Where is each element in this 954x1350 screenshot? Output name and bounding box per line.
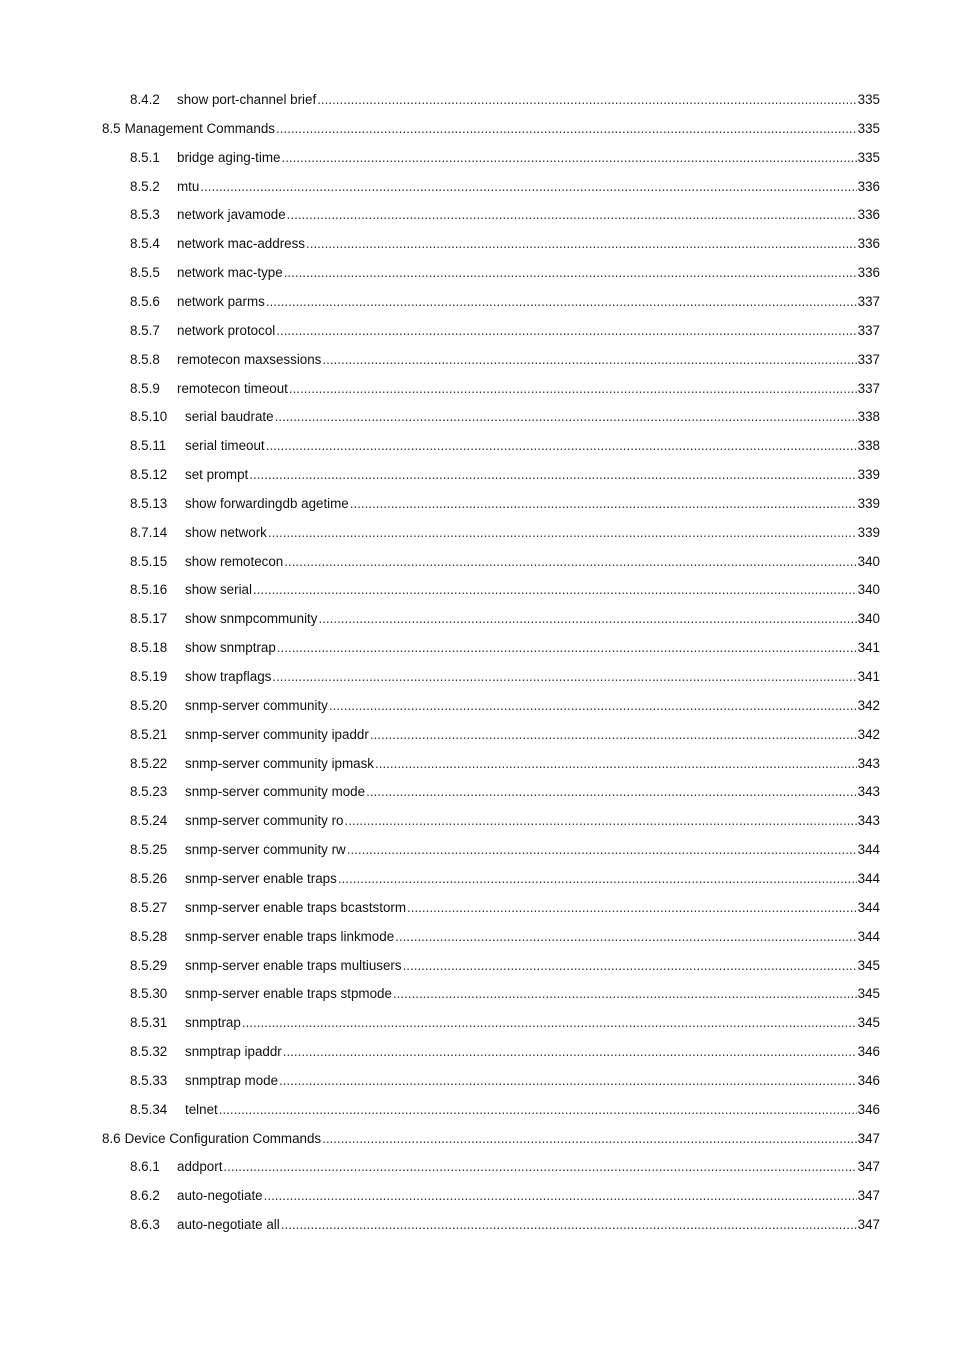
toc-dot-leader (272, 667, 856, 687)
toc-entry[interactable] (0, 898, 954, 918)
toc-entry-title: Management Commands (124, 120, 275, 136)
toc-entry-page-number: 346 (857, 1072, 880, 1088)
toc-dot-leader (322, 350, 856, 370)
toc-entry[interactable] (0, 869, 954, 889)
toc-entry-line (130, 494, 880, 514)
toc-entry-title: snmp-server community ipmask (185, 755, 374, 771)
toc-entry[interactable] (0, 90, 954, 110)
toc-entry[interactable] (0, 177, 954, 197)
toc-dot-leader (223, 1157, 856, 1177)
toc-dot-leader (284, 552, 856, 572)
toc-entry[interactable] (0, 148, 954, 168)
toc-dot-leader (345, 811, 857, 831)
toc-entry-title: snmp-server enable traps (185, 870, 337, 886)
toc-entry-number: 8.5.32 (130, 1044, 168, 1060)
toc-entry-page-number: 340 (857, 582, 880, 598)
toc-entry-number: 8.5.30 (130, 986, 168, 1002)
toc-entry-page-number: 339 (857, 467, 880, 483)
toc-entry[interactable] (0, 552, 954, 572)
toc-entry-line (130, 407, 880, 427)
toc-entry-line (130, 984, 880, 1004)
toc-entry-page-number: 343 (857, 755, 880, 771)
toc-dot-leader (318, 609, 856, 629)
toc-entry-title: snmp-server community rw (185, 842, 346, 858)
toc-entry-number: 8.6.3 (130, 1217, 160, 1233)
toc-entry-page-number: 337 (857, 351, 880, 367)
toc-dot-leader (329, 696, 857, 716)
toc-entry-line (130, 465, 880, 485)
toc-entry[interactable] (0, 321, 954, 341)
toc-entry-number: 8.5.11 (130, 438, 167, 454)
toc-entry-title: serial baudrate (185, 409, 274, 425)
toc-entry[interactable] (0, 580, 954, 600)
toc-entry-page-number: 345 (857, 957, 880, 973)
toc-entry-title: auto-negotiate all (177, 1217, 280, 1233)
toc-entry-page-number: 341 (857, 640, 880, 656)
toc-entry[interactable] (0, 984, 954, 1004)
toc-entry-number: 8.5.21 (130, 726, 168, 742)
toc-entry-title: snmptrap mode (185, 1072, 279, 1088)
toc-entry-line (130, 1013, 880, 1033)
toc-entry-page-number: 344 (857, 842, 880, 858)
toc-entry[interactable] (0, 811, 954, 831)
toc-entry-page-number: 336 (857, 207, 880, 223)
toc-entry[interactable] (0, 725, 954, 745)
toc-entry-number: 8.7.14 (130, 524, 168, 540)
toc-dot-leader (242, 1013, 857, 1033)
toc-dot-leader (275, 407, 857, 427)
toc-entry[interactable] (0, 782, 954, 802)
toc-entry[interactable] (0, 263, 954, 283)
toc-entry-line (130, 580, 880, 600)
toc-entry[interactable] (0, 609, 954, 629)
toc-entry[interactable] (0, 1129, 954, 1149)
toc-entry-page-number: 345 (857, 1015, 880, 1031)
toc-entry-line (102, 119, 880, 139)
toc-entry[interactable] (0, 465, 954, 485)
toc-entry-number: 8.5.10 (130, 409, 168, 425)
toc-entry-number: 8.5.29 (130, 957, 168, 973)
toc-entry-number: 8.5.1 (130, 149, 160, 165)
toc-entry[interactable] (0, 927, 954, 947)
toc-dot-leader (317, 90, 856, 110)
toc-entry[interactable] (0, 1215, 954, 1235)
toc-entry-page-number: 347 (857, 1130, 880, 1146)
toc-entry-title: network protocol (177, 322, 276, 338)
toc-entry-title: snmp-server community mode (185, 784, 366, 800)
toc-entry-page-number: 344 (857, 870, 880, 886)
toc-dot-leader (281, 1215, 857, 1235)
toc-entry-line (130, 638, 880, 658)
toc-entry-number: 8.5.25 (130, 842, 168, 858)
toc-entry-page-number: 336 (857, 178, 880, 194)
toc-dot-leader (289, 379, 857, 399)
toc-entry-page-number: 347 (857, 1217, 880, 1233)
toc-entry-page-number: 340 (857, 611, 880, 627)
toc-entry-page-number: 346 (857, 1044, 880, 1060)
toc-entry-title: snmp-server community ro (185, 813, 344, 829)
toc-entry-number: 8.5 (102, 120, 121, 136)
toc-dot-leader (395, 927, 857, 947)
toc-entry-page-number: 337 (857, 293, 880, 309)
toc-entry-number: 8.5.20 (130, 697, 168, 713)
toc-entry[interactable] (0, 1013, 954, 1033)
toc-entry-line (130, 1071, 880, 1091)
toc-entry-title: show network (185, 524, 267, 540)
toc-entry-line (130, 898, 880, 918)
toc-dot-leader (287, 205, 857, 225)
toc-dot-leader (279, 1071, 857, 1091)
toc-entry-line (130, 148, 880, 168)
toc-entry-number: 8.5.3 (130, 207, 160, 223)
toc-entry-title: bridge aging-time (177, 149, 281, 165)
toc-entry-line (130, 321, 880, 341)
toc-entry-title: snmp-server enable traps stpmode (185, 986, 392, 1002)
toc-dot-leader (277, 638, 857, 658)
toc-entry-page-number: 345 (857, 986, 880, 1002)
toc-entry-page-number: 335 (857, 120, 880, 136)
toc-entry-line (130, 609, 880, 629)
toc-entry-line (102, 1129, 880, 1149)
toc-entry-number: 8.5.5 (130, 265, 160, 281)
toc-dot-leader (370, 725, 857, 745)
toc-entry-title: show forwardingdb agetime (185, 495, 349, 511)
toc-entry-title: snmptrap (185, 1015, 241, 1031)
toc-entry[interactable] (0, 205, 954, 225)
toc-entry-line (130, 292, 880, 312)
toc-entry-number: 8.5.34 (130, 1101, 168, 1117)
toc-entry-number: 8.5.19 (130, 669, 168, 684)
toc-entry-line (130, 177, 880, 197)
toc-entry-title: snmp-server community (185, 697, 328, 713)
toc-entry-title: set prompt (185, 467, 249, 483)
toc-entry-title: show snmptrap (185, 640, 276, 656)
toc-entry[interactable] (0, 119, 954, 139)
toc-entry-page-number: 339 (857, 524, 880, 540)
toc-entry-title: mtu (177, 178, 200, 194)
toc-entry-title: snmp-server community ipaddr (185, 726, 369, 742)
toc-entry-line (130, 754, 880, 774)
toc-entry-page-number: 344 (857, 899, 880, 915)
toc-dot-leader (366, 782, 857, 802)
toc-dot-leader (249, 465, 856, 485)
toc-entry-title: snmp-server enable traps bcaststorm (185, 899, 407, 915)
toc-entry-page-number: 338 (857, 438, 880, 454)
toc-entry-title: remotecon timeout (177, 380, 288, 396)
toc-entry-page-number: 336 (857, 236, 880, 252)
toc-entry-page-number: 346 (857, 1101, 880, 1117)
toc-entry-number: 8.6.2 (130, 1188, 160, 1204)
toc-entry-page-number: 347 (857, 1159, 880, 1175)
toc-entry-line (130, 1215, 880, 1235)
toc-entry-page-number: 336 (857, 265, 880, 281)
toc-entry-number: 8.5.33 (130, 1072, 168, 1088)
toc-entry-title: show port-channel brief (177, 92, 317, 107)
toc-dot-leader (219, 1100, 857, 1120)
toc-entry-number: 8.4.2 (130, 92, 160, 107)
toc-entry-number: 8.5.12 (130, 467, 168, 483)
toc-entry-number: 8.5.23 (130, 784, 168, 800)
toc-dot-leader (403, 956, 857, 976)
toc-entry-line (130, 1186, 880, 1206)
toc-entry-page-number: 347 (857, 1188, 880, 1204)
toc-entry-line (130, 667, 880, 687)
toc-entry[interactable] (0, 350, 954, 370)
toc-entry-number: 8.5.18 (130, 640, 168, 656)
toc-entry[interactable] (0, 407, 954, 427)
toc-entry[interactable] (0, 754, 954, 774)
toc-entry-page-number: 342 (857, 697, 880, 713)
toc-entry-title: network mac-address (177, 236, 306, 252)
toc-entry-page-number: 344 (857, 928, 880, 944)
toc-entry[interactable] (0, 1042, 954, 1062)
toc-entry-title: serial timeout (185, 438, 265, 454)
toc-entry-page-number: 339 (857, 495, 880, 511)
toc-entry-title: addport (177, 1159, 223, 1175)
toc-entry-number: 8.5.15 (130, 553, 168, 569)
toc-dot-leader (393, 984, 857, 1004)
toc-dot-leader (264, 1186, 857, 1206)
toc-entry-page-number: 342 (857, 726, 880, 742)
toc-entry-title: show serial (185, 582, 252, 598)
toc-entry-title: show trapflags (185, 669, 272, 684)
toc-entry-title: network parms (177, 293, 265, 309)
toc-entry[interactable] (0, 1157, 954, 1177)
toc-entry-line (130, 234, 880, 254)
toc-entry-title: snmp-server enable traps linkmode (185, 928, 395, 944)
toc-entry-title: Device Configuration Commands (124, 1130, 322, 1146)
toc-dot-leader (322, 1129, 857, 1149)
toc-entry-number: 8.5.27 (130, 899, 168, 915)
toc-entry[interactable] (0, 523, 954, 543)
toc-entry-line (130, 205, 880, 225)
toc-entry-title: network javamode (177, 207, 286, 223)
toc-entry-line (130, 523, 880, 543)
toc-entry[interactable] (0, 1100, 954, 1120)
toc-entry-title: auto-negotiate (177, 1188, 263, 1204)
toc-entry-number: 8.6.1 (130, 1159, 160, 1175)
toc-entry-page-number: 340 (857, 553, 880, 569)
toc-dot-leader (253, 580, 857, 600)
toc-dot-leader (268, 523, 857, 543)
toc-entry-number: 8.5.17 (130, 611, 168, 627)
toc-entry-number: 8.5.26 (130, 870, 168, 886)
toc-entry-number: 8.6 (102, 1130, 121, 1146)
toc-dot-leader (375, 754, 857, 774)
toc-entry-line (130, 956, 880, 976)
toc-entry-line (130, 1157, 880, 1177)
toc-dot-leader (266, 436, 857, 456)
toc-entry-line (130, 811, 880, 831)
toc-entry-number: 8.5.6 (130, 293, 160, 309)
toc-dot-leader (284, 263, 857, 283)
toc-entry[interactable] (0, 638, 954, 658)
toc-entry-line (130, 1100, 880, 1120)
toc-dot-leader (276, 321, 856, 341)
toc-entry-number: 8.5.22 (130, 755, 168, 771)
toc-entry-number: 8.5.2 (130, 178, 160, 194)
toc-entry-page-number: 335 (857, 149, 880, 165)
toc-entry-line (130, 379, 880, 399)
toc-dot-leader (276, 119, 857, 139)
toc-entry-page-number: 343 (857, 813, 880, 829)
toc-dot-leader (283, 1042, 857, 1062)
toc-entry-line (130, 927, 880, 947)
toc-dot-leader (347, 840, 857, 860)
toc-entry-number: 8.5.4 (130, 236, 160, 252)
toc-entry-number: 8.5.31 (130, 1015, 168, 1031)
toc-entry-line (130, 1042, 880, 1062)
toc-entry[interactable] (0, 292, 954, 312)
toc-entry-page-number: 337 (857, 322, 880, 338)
toc-dot-leader (266, 292, 857, 312)
toc-entry[interactable] (0, 1186, 954, 1206)
toc-entry-line (130, 263, 880, 283)
toc-entry-title: snmp-server enable traps multiusers (185, 957, 402, 973)
toc-entry-number: 8.5.7 (130, 322, 160, 338)
toc-entry[interactable] (0, 696, 954, 716)
toc-dot-leader (338, 869, 857, 889)
toc-entry[interactable] (0, 840, 954, 860)
toc-entry[interactable] (0, 667, 954, 687)
toc-dot-leader (407, 898, 857, 918)
toc-dot-leader (200, 177, 856, 197)
toc-entry-line (130, 840, 880, 860)
toc-entry-page-number: 341 (857, 669, 880, 684)
toc-entry-page-number: 335 (857, 92, 880, 107)
toc-entry-title: remotecon maxsessions (177, 351, 322, 367)
toc-entry-line (130, 350, 880, 370)
toc-entry-title: snmptrap ipaddr (185, 1044, 282, 1060)
toc-entry-title: show snmpcommunity (185, 611, 318, 627)
toc-entry[interactable] (0, 436, 954, 456)
toc-entry[interactable] (0, 379, 954, 399)
toc-entry-number: 8.5.16 (130, 582, 168, 598)
toc-entry-page-number: 338 (857, 409, 880, 425)
toc-entry-page-number: 337 (857, 380, 880, 396)
toc-entry[interactable] (0, 234, 954, 254)
toc-entry[interactable] (0, 1071, 954, 1091)
toc-entry-line (130, 869, 880, 889)
toc-entry-line (130, 696, 880, 716)
toc-entry-number: 8.5.24 (130, 813, 168, 829)
toc-entry-title: show remotecon (185, 553, 284, 569)
toc-entry-title: telnet (185, 1101, 218, 1117)
toc-entry-line (130, 725, 880, 745)
toc-entry-line (130, 436, 880, 456)
toc-entry-line (130, 782, 880, 802)
toc-dot-leader (306, 234, 857, 254)
toc-entry[interactable] (0, 494, 954, 514)
toc-entry-line (130, 552, 880, 572)
toc-entry-page-number: 343 (857, 784, 880, 800)
toc-dot-leader (281, 148, 856, 168)
toc-dot-leader (350, 494, 857, 514)
toc-entry-line (130, 90, 880, 110)
toc-entry-number: 8.5.13 (130, 495, 168, 511)
toc-entry-number: 8.5.8 (130, 351, 160, 367)
toc-entry[interactable] (0, 956, 954, 976)
toc-entry-number: 8.5.9 (130, 380, 160, 396)
toc-entry-number: 8.5.28 (130, 928, 168, 944)
toc-entry-title: network mac-type (177, 265, 283, 281)
